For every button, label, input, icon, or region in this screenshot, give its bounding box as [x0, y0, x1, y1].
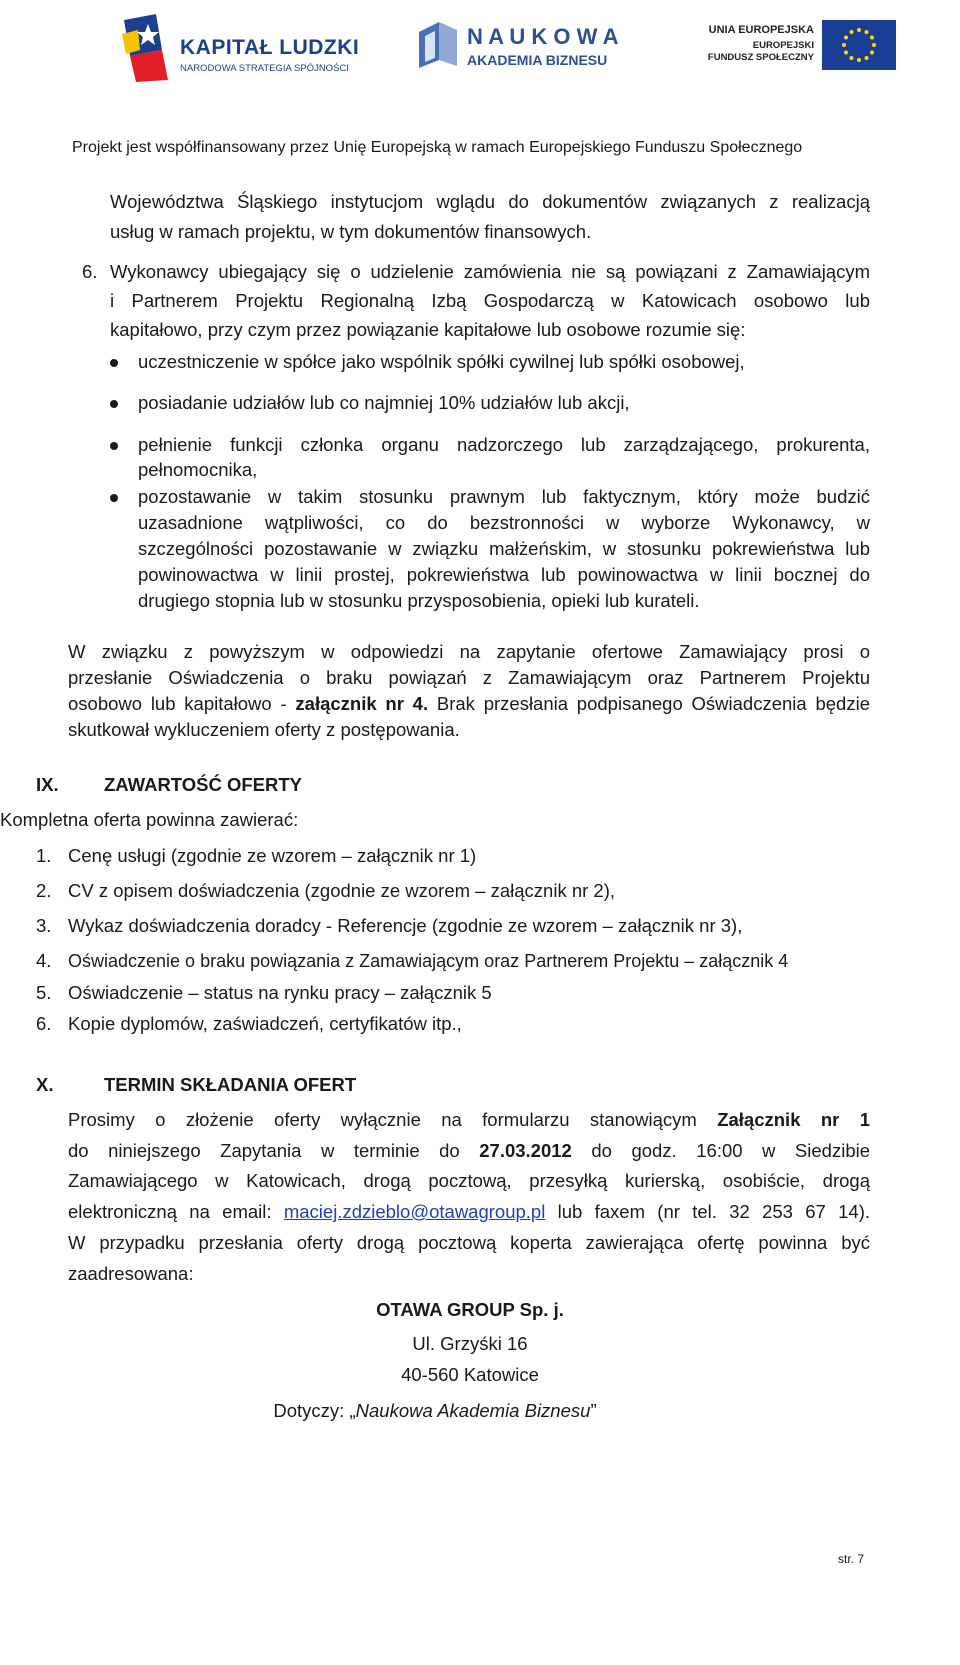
bullet-3-line-1: pełnienie funkcji członka organu nadzorczego lub zarządzającego, prokurenta,: [138, 434, 870, 455]
section-ix-intro: Kompletna oferta powinna zawierać:: [0, 809, 299, 830]
section-x-line-4-post: lub faxem (nr tel. 32 253 67 14).: [545, 1201, 870, 1222]
section-x-form-ref: Załącznik nr 1: [717, 1109, 870, 1130]
naukowa-subtitle: AKADEMIA BIZNESU: [467, 52, 608, 68]
section-x-deadline: 27.03.2012: [479, 1140, 572, 1161]
section-x-line-1-pre: Prosimy o złożenie oferty wyłącznie na formularzu stanowiącym: [68, 1109, 718, 1130]
item-6-line-3: kapitałowo, przy czym przez powiązanie kapitałowe lub osobowe rozumie się:: [110, 319, 746, 340]
address-street: Ul. Grzyśki 16: [412, 1333, 528, 1354]
section-x-line-2: [68, 1137, 870, 1165]
address-company: OTAWA GROUP Sp. j.: [376, 1299, 564, 1320]
bullet-4-line-1: pozostawanie w takim stosunku prawnym lub faktycznym, który może budzić: [138, 486, 870, 507]
email-link[interactable]: maciej.zdzieblo@otawagroup.pl: [283, 1201, 546, 1222]
ix-item-5-number: 5.: [36, 982, 52, 1003]
bullet-dot: [110, 494, 118, 502]
eu-star-icon: [865, 56, 869, 60]
address-subject-post: ”: [590, 1400, 597, 1421]
address-city: 40-560 Katowice: [401, 1364, 539, 1385]
statement-line-3: [68, 690, 870, 718]
ix-item-4-text: Oświadczenie o braku powiązania z Zamawiającym oraz Partnerem Projektu – załącznik 4: [68, 951, 789, 971]
section-x-number: X.: [36, 1074, 54, 1095]
eu-star-icon: [850, 30, 854, 34]
naukowa-title: N A U K O W A: [467, 24, 619, 49]
kapital-ludzki-title: KAPITAŁ LUDZKI: [180, 36, 360, 59]
eu-star-icon: [870, 36, 874, 40]
statement-line-3-post: Brak przesłania podpisanego Oświadczenia będzie: [428, 693, 870, 714]
bullet-dot: [110, 442, 118, 450]
item-6-line-1: Wykonawcy ubiegający się o udzielenie zamówienia nie są powiązani z Zamawiającym: [110, 261, 870, 282]
ix-item-5-text: Oświadczenie – status na rynku pracy – załącznik 5: [68, 982, 492, 1003]
bullet-4-line-4: powinowactwa w linii prostej, pokrewieństwa lub powinowactwa w linii bocznej do: [138, 564, 870, 585]
section-x-line-3: Zamawiającego w Katowicach, drogą pocztową, przesyłką kurierską, osobiście, drogą: [68, 1170, 870, 1191]
item-6-number: 6.: [82, 261, 98, 282]
bullet-dot: [110, 359, 118, 367]
ix-item-6-text: Kopie dyplomów, zaświadczeń, certyfikatów itp.,: [68, 1013, 462, 1034]
bullet-1-line-1: uczestniczenie w spółce jako wspólnik spółki cywilnej lub spółki osobowej,: [138, 351, 745, 372]
statement-line-3-pre: osobowo lub kapitałowo -: [68, 693, 296, 714]
section-ix-title: ZAWARTOŚĆ OFERTY: [104, 774, 303, 795]
section-x-line-2-pre: do niniejszego Zapytania w terminie do: [68, 1140, 480, 1161]
kapital-ludzki-logo: [118, 10, 358, 82]
section-x-line-5: W przypadku przesłania oferty drogą pocztową koperta zawierająca ofertę powinna być: [68, 1232, 870, 1253]
ix-item-3-text: Wykaz doświadczenia doradcy - Referencje (zgodnie ze wzorem – załącznik nr 3),: [68, 915, 743, 936]
ix-item-2-number: 2.: [36, 880, 52, 901]
kapital-ludzki-emblem-icon: [118, 10, 178, 82]
ix-item-1-number: 1.: [36, 845, 52, 866]
section-x-line-4-pre: elektroniczną na email:: [68, 1201, 284, 1222]
kapital-ludzki-subtitle: NARODOWA STRATEGIA SPÓJNOŚCI: [180, 63, 349, 74]
eu-logo: [706, 20, 896, 72]
eu-star-icon: [850, 56, 854, 60]
bullet-4-line-5: drugiego stopnia lub w stosunku przysposobienia, opieki lub kurateli.: [138, 590, 700, 611]
bullet-4-line-3: szczególności pozostawanie w związku małżeńskim, w stosunku pokrewieństwa lub: [138, 538, 870, 559]
eu-flag-icon: [822, 20, 896, 70]
bullet-2-line-1: posiadanie udziałów lub co najmniej 10% udziałów lub akcji,: [138, 392, 630, 413]
eu-star-icon: [865, 30, 869, 34]
address-subject: [0, 1397, 870, 1425]
ix-item-1-text: Cenę usługi (zgodnie ze wzorem – załącznik nr 1): [68, 845, 477, 866]
bullet-4-line-2: uzasadnione wątpliwości, co do bezstronności w wyborze Wykonawcy, w: [138, 512, 870, 533]
statement-line-2: przesłanie Oświadczenia o braku powiązań z Zamawiającym oraz Partnerem Projektu: [68, 667, 870, 688]
eu-line2: EUROPEJSKI: [752, 40, 814, 51]
continued-line-2: usług w ramach projektu, w tym dokumentów finansowych.: [110, 221, 592, 242]
section-x-line-2-post: do godz. 16:00 w Siedzibie: [571, 1140, 871, 1161]
address-subject-pre: Dotyczy: „: [273, 1400, 356, 1421]
section-x-line-1: [68, 1106, 870, 1134]
section-x-line-4: [68, 1198, 870, 1226]
eu-star-icon: [842, 43, 846, 47]
eu-line3: FUNDUSZ SPOŁECZNY: [707, 52, 814, 63]
cofinancing-note: Projekt jest współfinansowany przez Unię Europejską w ramach Europejskiego Funduszu Społecznego: [72, 139, 803, 156]
ix-item-6-number: 6.: [36, 1013, 52, 1034]
ix-item-4-number: 4.: [36, 950, 52, 971]
bullet-3-line-2: pełnomocnika,: [138, 459, 258, 480]
address-subject-project: Naukowa Akademia Biznesu: [355, 1400, 591, 1421]
eu-star-icon: [844, 51, 848, 55]
section-x-title: TERMIN SKŁADANIA OFERT: [104, 1074, 357, 1095]
statement-line-1: W związku z powyższym w odpowiedzi na zapytanie ofertowe Zamawiający prosi o: [68, 641, 870, 662]
naukowa-akademia-emblem-icon: [415, 20, 461, 72]
item-6-line-2: i Partnerem Projektu Regionalną Izbą Gospodarczą w Katowicach osobowo lub: [110, 290, 870, 311]
continued-line-1: Województwa Śląskiego instytucjom wglądu do dokumentów związanych z realizacją: [110, 191, 870, 212]
section-x-line-6: zaadresowana:: [68, 1263, 194, 1284]
eu-line1: UNIA EUROPEJSKA: [708, 24, 814, 36]
statement-attachment-ref: załącznik nr 4.: [295, 693, 429, 714]
eu-star-icon: [870, 51, 874, 55]
ix-item-2-text: CV z opisem doświadczenia (zgodnie ze wzorem – załącznik nr 2),: [68, 880, 616, 901]
page-number: str. 7: [838, 1552, 865, 1566]
bullet-dot: [110, 400, 118, 408]
statement-line-4: skutkował wykluczeniem oferty z postępowania.: [68, 719, 460, 740]
ix-item-3-number: 3.: [36, 915, 52, 936]
naukowa-akademia-logo: [415, 18, 645, 74]
eu-star-icon: [857, 58, 861, 62]
eu-star-icon: [872, 43, 876, 47]
section-ix-number: IX.: [36, 774, 59, 795]
eu-star-icon: [844, 36, 848, 40]
eu-star-icon: [857, 28, 861, 32]
